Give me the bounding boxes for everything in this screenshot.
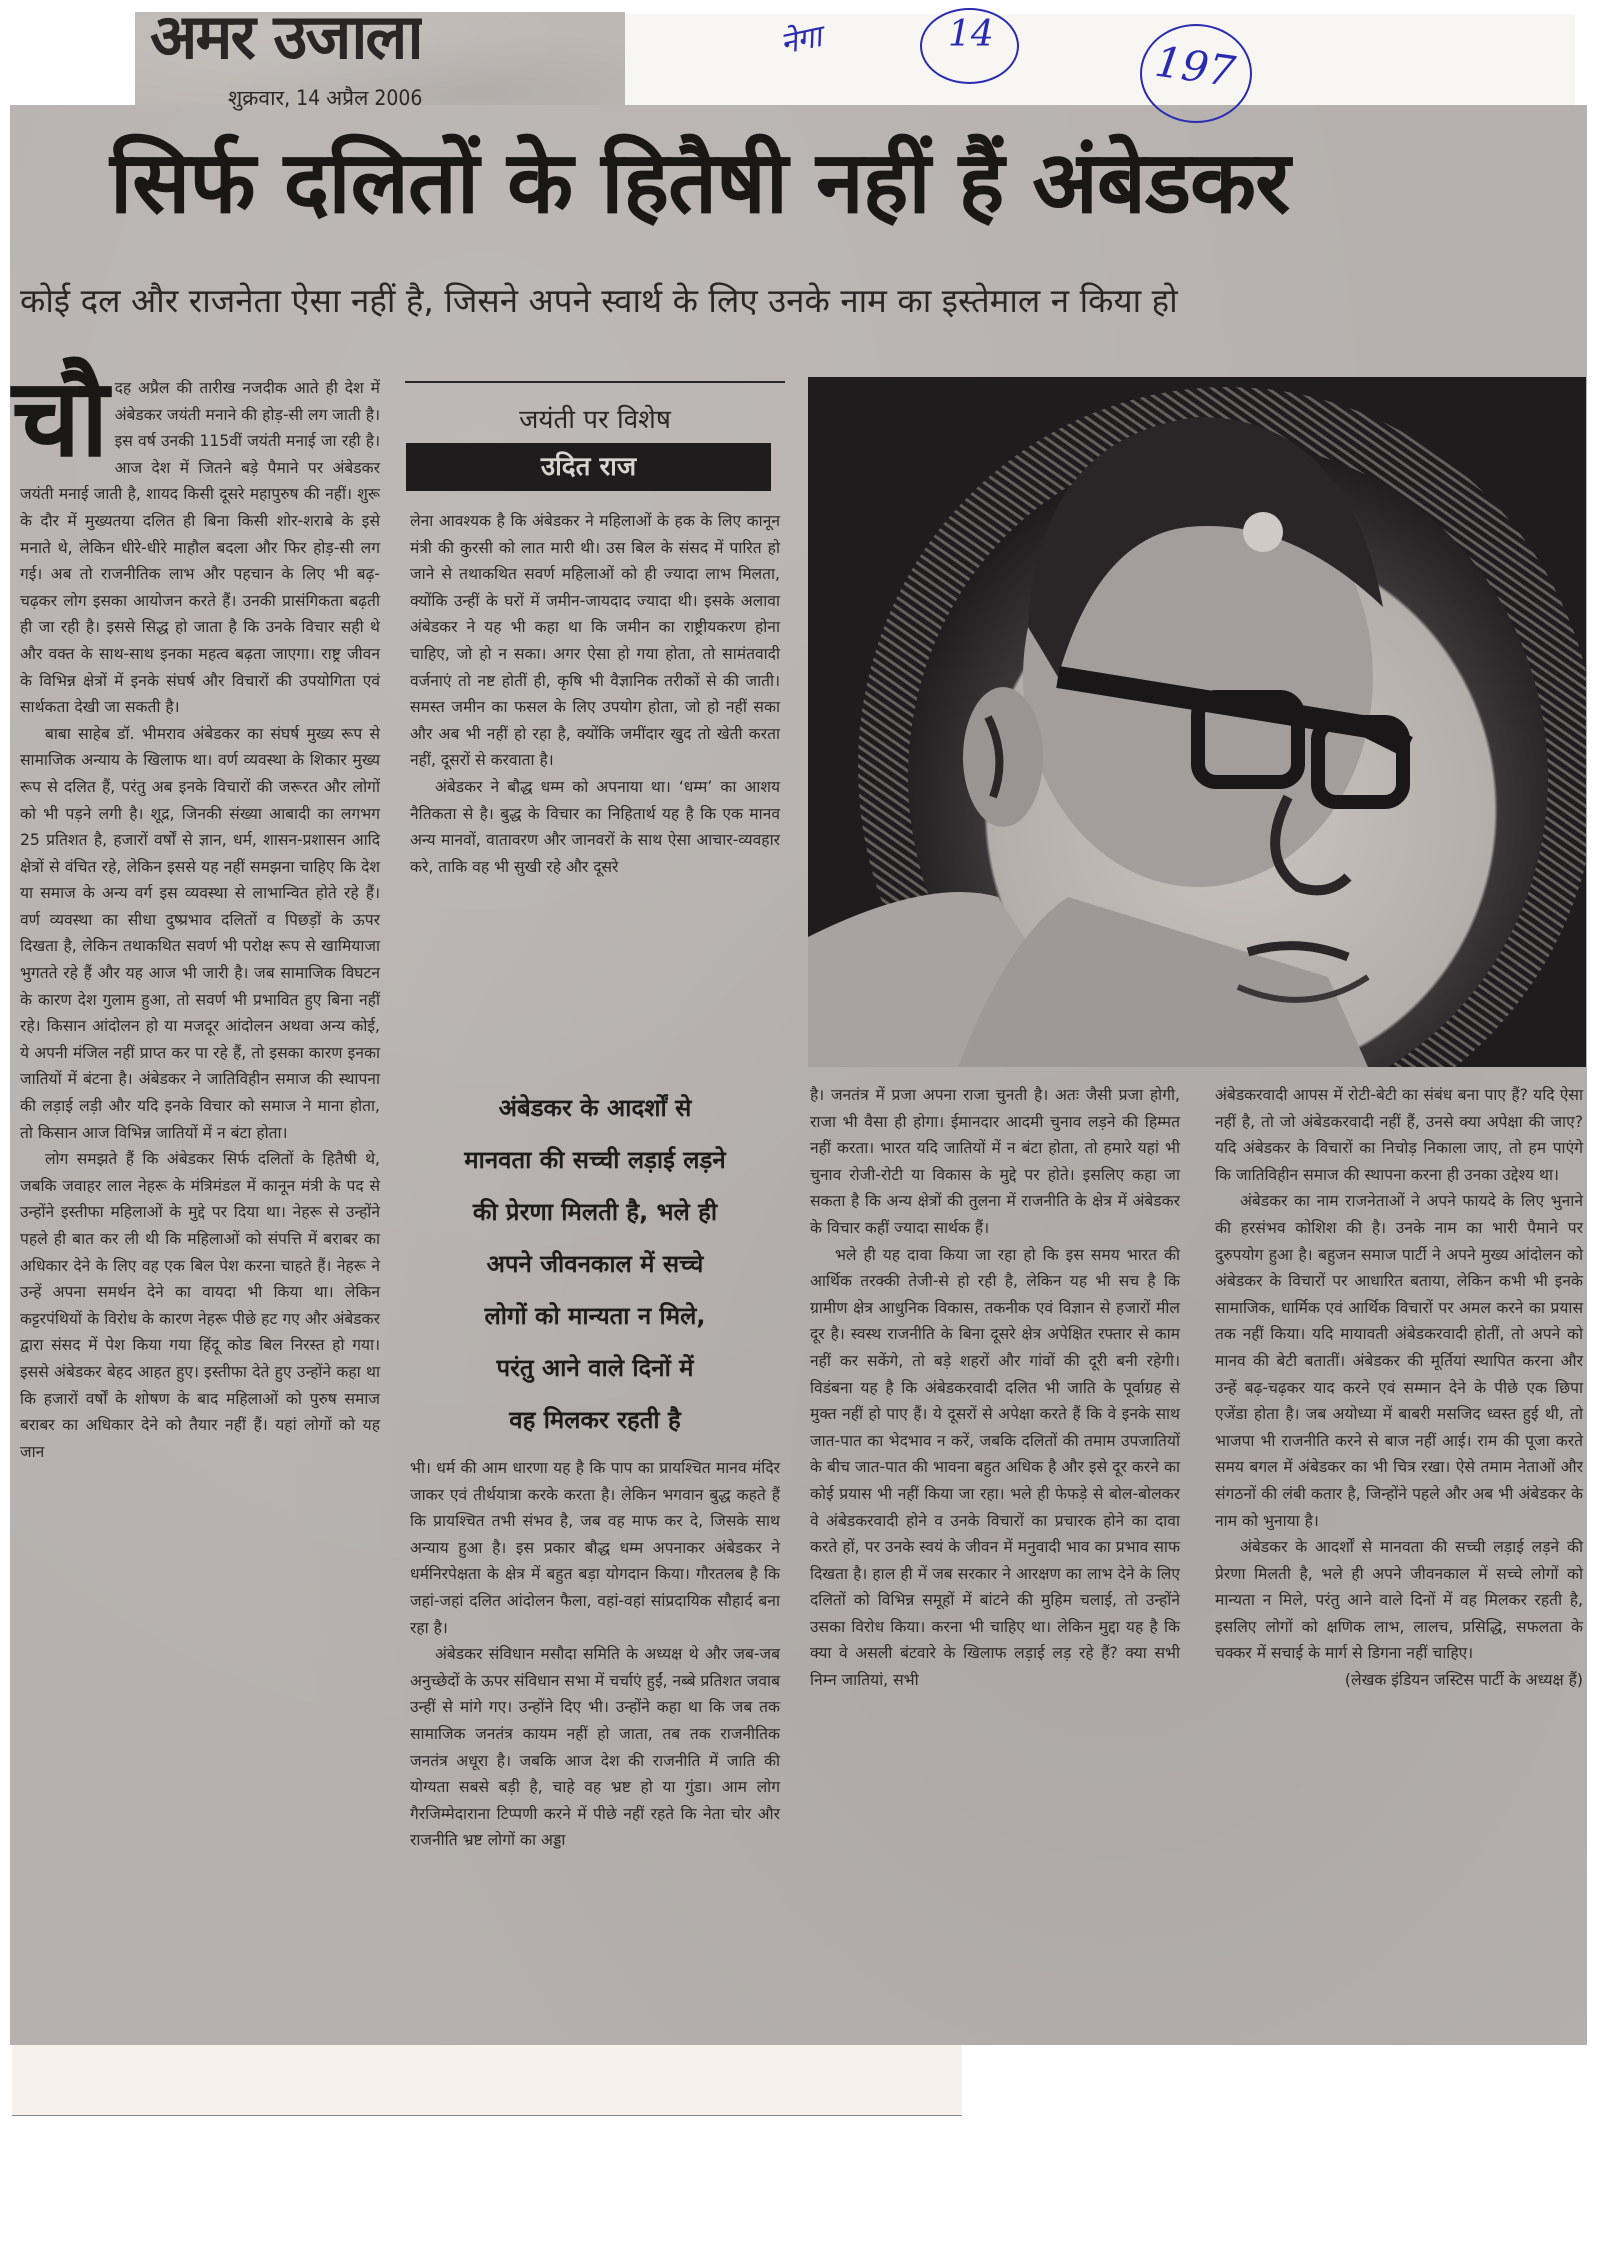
pull-quote-line: अपने जीवनकाल में सच्चे: [486, 1250, 704, 1278]
paragraph: अंबेडकर के आदर्शों से मानवता की सच्ची लड़ाई लड़ने की प्रेरणा मिलती है, भले ही अपने जीवनकाल में सच्चे लोगों को मान्यता न मिले, परंतु आने वाले दिनों में वह मिलकर रहती है, इसलिए लोगों को क्षणिक लाभ, लालच, प्रसिद्धि, सफलता के चक्कर में सचाई के मार्ग से डिगना नहीं चाहिए।: [1215, 1538, 1583, 1663]
paragraph: दह अप्रैल की तारीख नजदीक आते ही देश में अंबेडकर जयंती मनाने की होड़-सी लग जाती है। इस वर्ष उनकी 115वीं जयंती मनाई जा रही है। आज देश में जितने बड़े पैमाने पर अंबेडकर जयंती मनाई जाती है, शायद किसी दूसरे महापुरुष की नहीं। शुरू के दौर में मुख्यतया दलित ही बिना किसी शोर-शराबे के इसे मनाते थे, लेकिन धीरे-धीरे माहौल बदला और फिर होड़-सी लग गई। अब तो राजनीतिक लाभ और पहचान के लिए भी बढ़-चढ़कर लोग इसका आयोजन करते हैं। उनकी प्रासंगिकता बढ़ती ही जा रही है। इससे सिद्ध हो जाता है कि उनके विचार सही थे और वक्त के साथ-साथ इनका महत्व बढ़ता जाएगा। राष्ट्र जीवन के विभिन्न क्षेत्रों में इनके संघर्ष और विचारों की उपयोगिता एवं सार्थकता देखी जा सकती है।: [20, 379, 380, 717]
article-subheadline: कोई दल और राजनेता ऐसा नहीं है, जिसने अपने स्वार्थ के लिए उनके नाम का इस्तेमाल न किया हो: [20, 281, 1178, 320]
article-headline: सिर्फ दलितों के हितैषी नहीं हैं अंबेडकर: [110, 133, 1290, 233]
author-byline: उदित राज: [406, 443, 771, 491]
author-note: (लेखक इंडियन जस्टिस पार्टी के अध्यक्ष हैं): [1344, 1671, 1583, 1690]
article-column-1: [12, 356, 380, 1465]
paragraph: अंबेडकर ने बौद्ध धम्म को अपनाया था। ‘धम्म’ का आशय नैतिकता से है। बुद्ध के विचार का निहितार्थ यह है कि एक मानव अन्य मानवों, वातावरण और जानवरों के साथ ऐसा आचार-व्यवहार करे, ताकि वह भी सुखी रहे और दूसरे: [410, 777, 780, 876]
drop-cap: चौ: [12, 356, 109, 481]
paragraph: है। जनतंत्र में प्रजा अपना राजा चुनती है। अतः जैसी प्रजा होगी, राजा भी वैसा ही होगा। ईमानदार आदमी चुनाव लड़ने की हिम्मत नहीं करता। भारत यदि जातियों में न बंटा होता, तो हमारे यहां भी चुनाव रोजी-रोटी या विकास के मुद्दे पर होते। इसलिए कहा जा सकता है कि अन्य क्षेत्रों की तुलना में राजनीति के क्षेत्र में अंबेडकर के विचार कहीं ज्यादा सार्थक हैं।: [810, 1086, 1180, 1237]
bottom-paper-slip: [12, 2045, 962, 2116]
pull-quote-line: वह मिलकर रहती है: [509, 1406, 681, 1434]
blank-paper-strip: [625, 14, 1575, 109]
publication-date: शुक्रवार, 14 अप्रैल 2006: [228, 86, 423, 110]
portrait-illustration: [808, 377, 1586, 1067]
paragraph: लेना आवश्यक है कि अंबेडकर ने महिलाओं के हक के लिए कानून मंत्री की कुरसी को लात मारी थी। उस बिल के संसद में पारित हो जाने से तथाकथित सवर्ण महिलाओं को ही ज्यादा लाभ मिलता, क्योंकि उन्हीं के घरों में जमीन-जायदाद ज्यादा थी। इसके अलावा अंबेडकर ने यह भी कहा था कि जमीन का राष्ट्रीयकरण होना चाहिए, जो हो न सका। अगर ऐसा हो गया होता, तो सामंतवादी वर्जनाएं तो नष्ट होतीं ही, कृषि भी वैज्ञानिक तरीकों से की जाती। समस्त जमीन का फसल के लिए उपयोग होता, जो हो नहीं सका और अब भी नहीं हो रहा है, क्योंकि जमींदार खुद तो खेती करता नहीं, दूसरों से करवाता है।: [410, 512, 780, 770]
paragraph: बाबा साहेब डॉ. भीमराव अंबेडकर का संघर्ष मुख्य रूप से सामाजिक अन्याय के खिलाफ था। वर्ण व्यवस्था के शिकार मुख्य रूप से दलित हैं, परंतु अब इनके विचारों की जरूरत और लोगों को भी पड़ने लगी है। शूद्र, जिनकी संख्या आबादी का लगभग 25 प्रतिशत है, हजारों वर्षों से ज्ञान, धर्म, शासन-प्रशासन आदि क्षेत्रों से वंचित रहे, लेकिन इससे यह नहीं समझना चाहिए कि देश या समाज के अन्य वर्ग इस व्यवस्था से लाभान्वित होते रहे हैं। वर्ण व्यवस्था का सीधा दुष्प्रभाव दलितों व पिछड़ों के ऊपर दिखता है, लेकिन तथाकथित सवर्ण भी परोक्ष रूप से खामियाजा भुगतते रहे हैं और यह आज भी जारी है। जब सामाजिक विघटन के कारण देश गुलाम हुआ, तो सवर्ण भी प्रभावित हुए बिना नहीं रहे। किसान आंदोलन हो या मजदूर आंदोलन अथवा अन्य कोई, ये अपनी मंजिल नहीं प्राप्त कर पा रहे हैं, तो इसका कारण इनका जातियों में बंटना है। अंबेडकर ने जातिविहीन समाज की स्थापना की लड़ाई लड़ी और यदि इनके विचार को समाज ने माना होता, तो किसान आज विभिन्न जातियों में न बंटा होता।: [20, 724, 380, 1142]
pull-quote: [405, 1082, 785, 1446]
paragraph: अंबेडकर का नाम राजनेताओं ने अपने फायदे के लिए भुनाने की हरसंभव कोशिश की है। उनके नाम का भारी पैमाने पर दुरुपयोग हुआ है। बहुजन समाज पार्टी ने अपने मुख्य आंदोलन को अंबेडकर के विचारों पर आधारित बताया, लेकिन कभी भी इनके सामाजिक, धार्मिक एवं आर्थिक विचारों पर अमल करने का प्रयास तक नहीं किया। यदि मायावती अंबेडकरवादी होतीं, तो अपने को मानव की बेटी बतातीं। अंबेडकर की मूर्तियां स्थापित करना और उन्हें बढ़-चढ़कर याद करने एवं सम्मान देने के पीछे एक छिपा एजेंडा होता है। जब अयोध्या में बाबरी मसजिद ध्वस्त हुई थी, तो भाजपा भी राजनीति करने से बाज नहीं आई। राम की पूजा करते समय बगल में अंबेडकर का भी चित्र रखा। ऐसे तमाम नेताओं और संगठनों की लंबी कतार है, जिन्होंने पहले और अब भी अंबेडकर के नाम को भुनाया है।: [1215, 1192, 1583, 1530]
article-column-4: [1215, 1082, 1583, 1694]
section-divider: [405, 381, 785, 383]
pull-quote-line: अंबेडकर के आदर्शों से: [498, 1094, 692, 1122]
article-column-2: [410, 508, 780, 880]
pull-quote-line: की प्रेरणा मिलती है, भले ही: [472, 1198, 718, 1226]
paragraph: लोग समझते हैं कि अंबेडकर सिर्फ दलितों के हितैषी थे, जबकि जवाहर लाल नेहरू के मंत्रिमंडल में कानून मंत्री के पद से उन्होंने इस्तीफा महिलाओं के मुद्दे पर दिया था। नेहरू से उन्होंने पहले ही बात कर ली थी कि महिलाओं को संपत्ति में बराबर का अधिकार देने के लिए वह एक बिल पेश करना चाहते हैं। नेहरू ने उन्हें अपना समर्थन देने का वायदा भी किया था। लेकिन कट्टरपंथियों के विरोध के कारण नेहरू पीछे हट गए और अंबेडकर द्वारा संसद में पेश किया गया हिंदू कोड बिल निरस्त हो गया। इससे अंबेडकर बेहद आहत हुए। इस्तीफा देते हुए उन्होंने कहा था कि हजारों वर्षों के शोषण के बाद महिलाओं को पुरुष समाज बराबर का अधिकार देने को तैयार नहीं हैं। यहां लोगों को यह जान: [20, 1150, 380, 1461]
paragraph: भले ही यह दावा किया जा रहा हो कि इस समय भारत की आर्थिक तरक्की तेजी-से हो रही है, लेकिन यह भी सच है कि ग्रामीण क्षेत्र आधुनिक विकास, तकनीक एवं विज्ञान से हजारों मील दूर है। स्वस्थ राजनीति के बिना दूसरे क्षेत्र अपेक्षित रफ्तार से काम नहीं कर सकेंगे, तो बड़े शहरों और गांवों की दूरी बनी रहेगी। विडंबना यह है कि अंबेडकरवादी दलित भी जाति के पूर्वाग्रह से मुक्त नहीं हो पाए हैं। ये दूसरों से अपेक्षा करते हैं कि वे इनके साथ जात-पात का भेदभाव न करें, जबकि दलितों की तमाम उपजातियों के बीच जात-पात की भावना बहुत अधिक है और इसे दूर करने का कोई प्रयास भी नहीं किया जा रहा। भले ही फेफड़े से बोल-बोलकर वे अंबेडकरवादी होने व उनके विचारों का प्रचारक होने का दावा करते हों, पर उनके स्वयं के जीवन में मनुवादी भाव का प्रभाव साफ दिखता है। हाल ही में जब सरकार ने आरक्षण का लाभ देने के लिए दलितों को विभिन्न समूहों में बांटने की मुहिम चलाई, तो उन्होंने उसका विरोध किया। करना भी चाहिए था। लेकिन मुद्दा यह है कि क्या वे असली बंटवारे के खिलाफ लड़ाई लड़ रहे हैं? क्या सभी निम्न जातियां, सभी: [810, 1245, 1180, 1690]
newspaper-logo: अमर उजाला: [150, 6, 422, 64]
page-number-annotation: 197: [1151, 36, 1239, 97]
pull-quote-line: परंतु आने वाले दिनों में: [496, 1354, 694, 1382]
section-kicker: जयंती पर विशेष: [519, 405, 671, 435]
article-column-2-continued: [410, 1455, 780, 1854]
pull-quote-line: लोगों को मान्यता न मिले,: [484, 1302, 706, 1330]
pull-quote-line: मानवता की सच्ची लड़ाई लड़ने: [464, 1146, 726, 1174]
article-column-3: [810, 1082, 1180, 1694]
paragraph: अंबेडकर संविधान मसौदा समिति के अध्यक्ष थे और जब-जब अनुच्छेदों के ऊपर संविधान सभा में चर्चाएं हुईं, नब्बे प्रतिशत जवाब उन्हीं से मांगे गए। उन्होंने दिए भी। उन्होंने कहा था कि जब तक सामाजिक जनतंत्र कायम नहीं हो जाता, तब तक राजनीतिक जनतंत्र अधूरा है। जबकि आज देश की राजनीति में जाति की योग्यता सबसे बड़ी है, चाहे वह भ्रष्ट हो या गुंडा। आम लोग गैरजिम्मेदाराना टिप्पणी करने में पीछे नहीं रहते कि नेता चोर और राजनीति भ्रष्ट लोगों का अड्डा: [410, 1645, 780, 1850]
portrait-icon: [808, 377, 1586, 1067]
handwritten-number: 14: [948, 14, 994, 55]
paragraph: अंबेडकरवादी आपस में रोटी-बेटी का संबंध बना पाए हैं? यदि ऐसा नहीं है, तो जो अंबेडकरवादी नहीं हैं, उनसे क्या अपेक्षा की जाए? यदि अंबेडकर के विचारों का निचोड़ निकाला जाए, तो हम पाएंगे कि जातिविहीन समाज की स्थापना करना ही उनका उद्देश्य था।: [1215, 1086, 1583, 1184]
handwritten-initials: नेगा: [777, 19, 825, 62]
paragraph: भी। धर्म की आम धारणा यह है कि पाप का प्रायश्चित मानव मंदिर जाकर एवं तीर्थयात्रा करके करता है। लेकिन भगवान बुद्ध कहते हैं कि प्रायश्चित तभी संभव है, जब वह माफ कर दे, जिसके साथ अन्याय हुआ है। इस प्रकार बौद्ध धम्म अपनाकर अंबेडकर ने धर्मनिरपेक्षता के क्षेत्र में बहुत बड़ा योगदान किया। गौरतलब है कि जहां-जहां दलित आंदोलन फैला, वहां-वहां सांप्रदायिक सौहार्द बना रहा है।: [410, 1459, 780, 1637]
